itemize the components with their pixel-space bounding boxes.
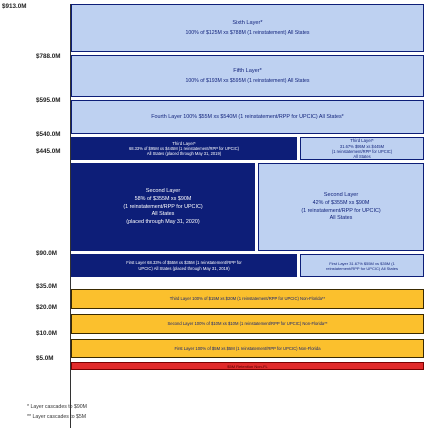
second-layer-right-reinstatement: (1 reinstatement/RPP for UPCIC) bbox=[301, 207, 381, 214]
second-layer-left-placement: (placed through May 31, 2020) bbox=[126, 219, 200, 226]
fourth-layer-block bbox=[71, 100, 424, 134]
second-layer-left-title: Second Layer bbox=[145, 188, 181, 194]
axis-label-540m: $540.0M bbox=[36, 131, 61, 138]
retention-block bbox=[71, 362, 424, 370]
fifth-layer-title: Fifth Layer* bbox=[233, 67, 262, 74]
footnote-cascade-5m: ** Layer cascades to $5M bbox=[27, 414, 87, 420]
first-layer-left-block bbox=[71, 254, 297, 277]
axis-label-595m: $595.0M bbox=[36, 97, 61, 104]
second-layer-left-reinstatement: (1 reinstatement/RPP for UPCIC) bbox=[123, 203, 203, 210]
third-layer-right-reinstatement: (1 reinstatement/RPP for UPCIC) bbox=[331, 148, 393, 154]
axis-label-788m: $788.0M bbox=[36, 53, 61, 60]
third-layer-right-block bbox=[300, 137, 424, 160]
axis-label-35m: $35.0M bbox=[36, 283, 58, 290]
fourth-layer-terms: Fourth Layer 100% $55M xs $540M (1 reinstatement/RPP for UPCIC) All States* bbox=[151, 113, 344, 120]
axis-label-5m: $5.0M bbox=[36, 355, 54, 362]
first-layer-left-terms: First Layer 68.33% of $55M xs $35M (1 reinstatement/RPP for bbox=[126, 260, 242, 266]
second-layer-right-terms: 42% of $355M xs $90M bbox=[312, 199, 370, 206]
non-florida-first-layer-block bbox=[71, 339, 424, 358]
axis-label-445m: $445.0M bbox=[36, 148, 61, 155]
non-florida-first-layer-terms: First Layer 100% of $5M xs $5M (1 reinstatement/RPP for UPCIC) Non-Florida bbox=[174, 345, 321, 351]
third-layer-right-terms: 31.67% $95M xs $445M bbox=[339, 143, 385, 149]
third-layer-left-states: All States (placed through May 31, 2019) bbox=[146, 151, 222, 157]
axis-label-10m: $10.0M bbox=[36, 330, 58, 337]
second-layer-left-block bbox=[71, 163, 255, 251]
first-layer-right-terms: First Layer 31.67% $55M xs $35M (1 bbox=[329, 260, 395, 266]
sixth-layer-terms: 100% of $125M xs $788M (1 reinstatement) All States bbox=[185, 29, 310, 36]
third-layer-right-title: Third Layer* bbox=[350, 138, 374, 144]
non-florida-third-layer-block bbox=[71, 289, 424, 309]
first-layer-left-states: UPCIC) All States (placed through May 31, 2019) bbox=[138, 265, 230, 271]
second-layer-right-states: All States bbox=[329, 215, 353, 222]
sixth-layer-title: Sixth Layer* bbox=[232, 19, 263, 26]
non-florida-third-layer-terms: Third Layer 100% of $15M xs $20M (1 reinstatement/RPP for UPCIC) Non-Florida** bbox=[169, 296, 326, 302]
fifth-layer-block bbox=[71, 55, 424, 97]
second-layer-left-states: All States bbox=[151, 211, 175, 218]
axis-label-90m: $90.0M bbox=[36, 250, 58, 257]
second-layer-left-terms: 58% of $355M xs $90M bbox=[134, 195, 192, 202]
axis-label-20m: $20.0M bbox=[36, 304, 58, 311]
retention-label: $5M Retention Non-FL bbox=[227, 363, 268, 369]
sixth-layer-block bbox=[71, 4, 424, 52]
third-layer-left-title: Third Layer* bbox=[172, 140, 196, 146]
third-layer-left-block bbox=[71, 137, 297, 160]
second-layer-right-title: Second Layer bbox=[323, 191, 359, 198]
non-florida-second-layer-block bbox=[71, 314, 424, 334]
third-layer-right-states: All States bbox=[353, 153, 371, 159]
third-layer-left-terms: 68.33% of $95M xs $445M (1 reinstatement/RPP for UPCIC) bbox=[128, 146, 240, 152]
first-layer-right-block bbox=[300, 254, 424, 277]
second-layer-right-block bbox=[258, 163, 424, 251]
first-layer-right-states: reinstatement/RPP for UPCIC) All States bbox=[326, 265, 398, 271]
footnote-cascade-90m: * Layer cascades to $90M bbox=[27, 404, 87, 410]
fifth-layer-terms: 100% of $193M xs $595M (1 reinstatement) All States bbox=[185, 77, 310, 84]
non-florida-second-layer-terms: Second Layer 100% of $10M xs $10M (1 reinstatement/RPP for UPCIC) Non-Florida** bbox=[167, 321, 328, 327]
axis-label-913m: $913.0M bbox=[2, 3, 27, 10]
